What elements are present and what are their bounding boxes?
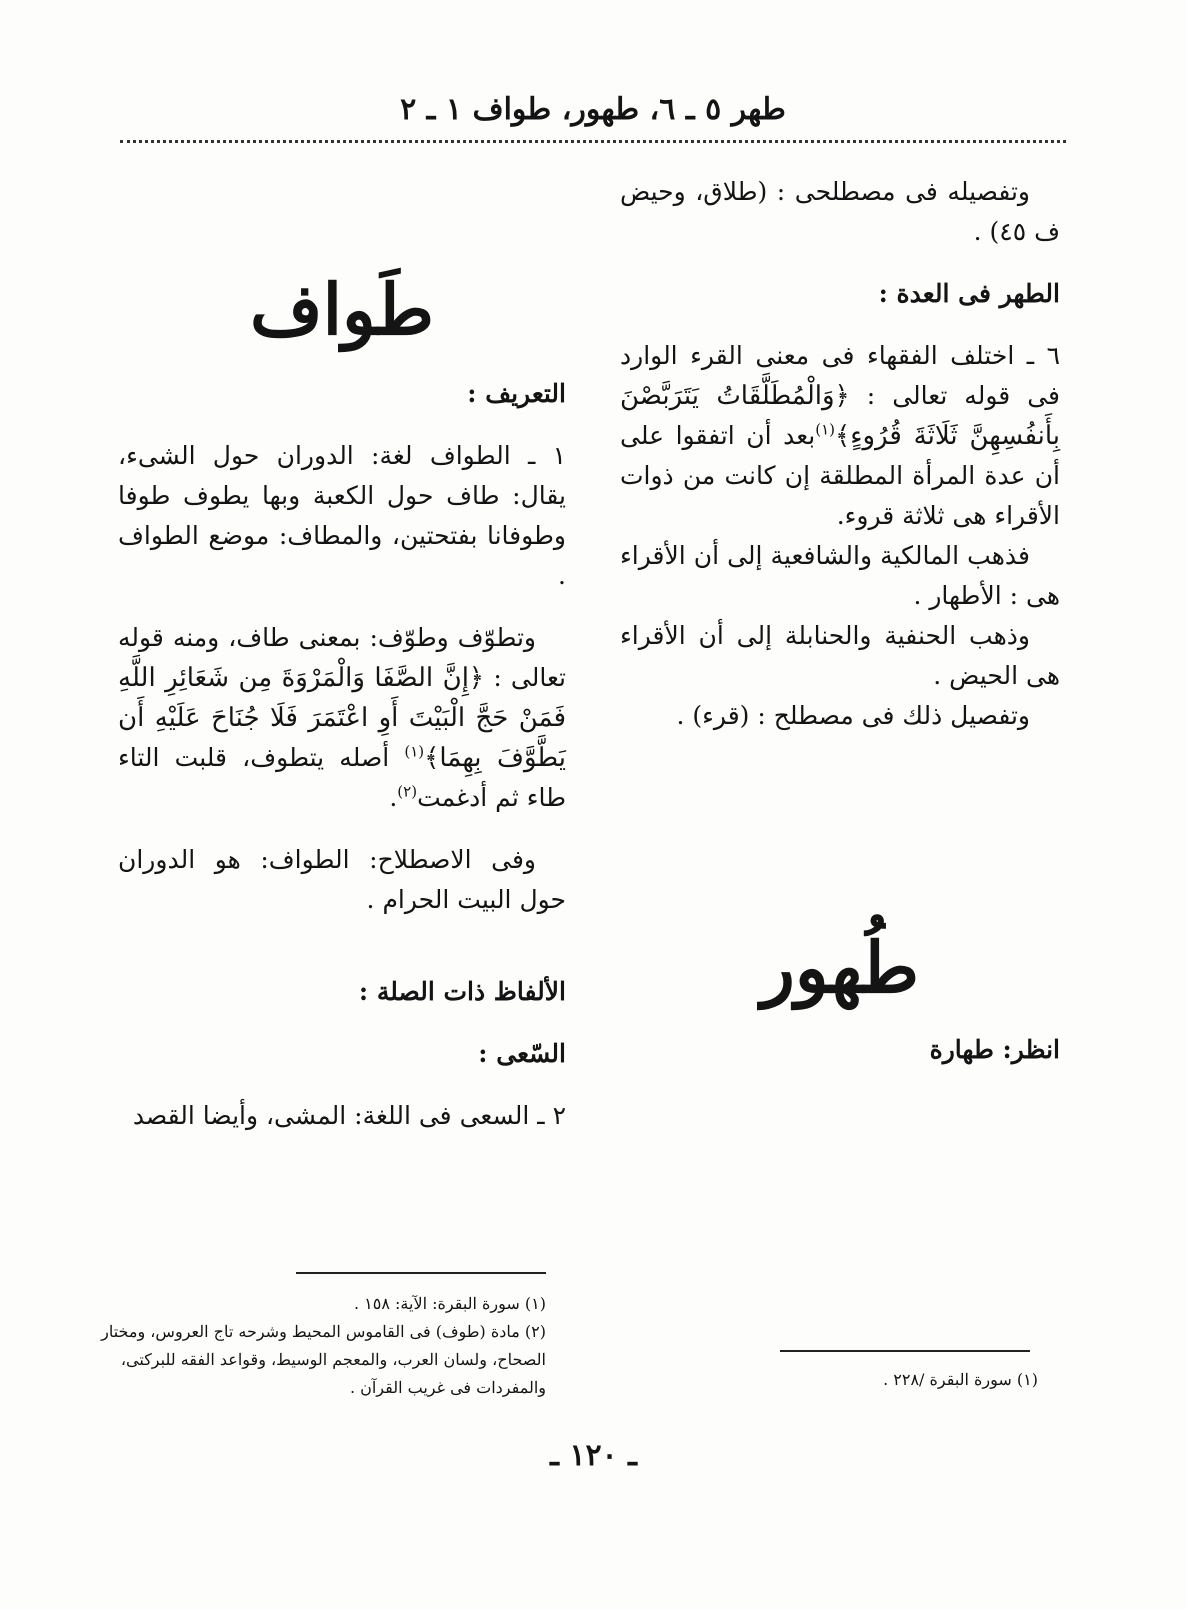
right-paragraph-2 [620, 336, 1060, 536]
right-paragraph-3: فذهب المالكية والشافعية إلى أن الأقراء هى : الأطهار . [620, 541, 1060, 610]
footnote-ref-1: (١) [404, 742, 425, 761]
p2-text-after: بعد أن اتفقوا على أن عدة المرأة المطلقة إن كانت من ذوات الأقراء هى ثلاثة قروء. [620, 421, 1060, 530]
right-paragraph-5: وتفصيل ذلك فى مصطلح : (قرء) . [676, 701, 1030, 730]
right-column [620, 172, 1060, 1070]
quran-verse: ﴿إِنَّ الصَّفَا وَالْمَرْوَةَ مِن شَعَائِرِ اللَّهِ فَمَنْ حَجَّ الْبَيْتَ أَوِ اعْتَمَرَ فَلَا جُنَاحَ عَلَيْهِ أَن يَطَّوَّفَ بِهِمَا﴾ [118, 663, 566, 773]
footnote-rule-right [780, 1350, 1030, 1352]
footnotes-right [780, 1366, 1038, 1394]
left-column [118, 172, 566, 1136]
footnote-ref-2: (٢) [397, 782, 418, 801]
running-header: طهر ٥ ـ ٦، طهور، طواف ١ ـ ٢ [400, 92, 786, 127]
heading-definition: التعريف : [467, 379, 566, 408]
p2-text-before: ٦ ـ اختلف الفقهاء فى معنى القرء الوارد فى قوله تعالى : [620, 341, 1060, 410]
footnote: (٢) مادة (طوف) فى القاموس المحيط وشرحه تاج العروس، ومختار الصحاح، ولسان العرب، والمعجم الوسيط، وقواعد الفقه للبركتى، والمفردات فى غريب القرآن . [101, 1322, 546, 1397]
heading-tuhr-idda: الطهر فى العدة : [878, 279, 1060, 308]
p2-text-before: وتطوّف وطوّف: بمعنى طاف، ومنه قوله تعالى : [118, 623, 566, 692]
footnote-ref: (١) [815, 420, 836, 439]
see-reference: انظر: طهارة [929, 1035, 1060, 1064]
entry-title-tawaf: طَواف [250, 268, 434, 351]
heading-related-terms: الألفاظ ذات الصلة : [358, 977, 566, 1006]
header-dotted-rule [120, 140, 1066, 143]
footnote: (١) سورة البقرة: الآية: ١٥٨ . [354, 1294, 546, 1313]
left-paragraph-2 [118, 618, 566, 818]
left-paragraph-1: ١ ـ الطواف لغة: الدوران حول الشىء، يقال: طاف حول الكعبة وبها يطوف طوفا وطوفانا بفتحتين، والمطاف: موضع الطواف . [118, 441, 566, 590]
heading-say: السّعى : [478, 1039, 566, 1068]
left-paragraph-4: ٢ ـ السعى فى اللغة: المشى، وأيضا القصد [132, 1101, 566, 1130]
p2-text-end: . [389, 783, 398, 812]
quran-verse: ﴿وَالْمُطَلَّقَاتُ يَتَرَبَّصْنَ بِأَنفُسِهِنَّ ثَلَاثَةَ قُرُوءٍ﴾ [620, 381, 1061, 451]
page-number: ـ ١٢٠ ـ [550, 1438, 637, 1473]
right-paragraph-4: وذهب الحنفية والحنابلة إلى أن الأقراء هى الحيض . [620, 621, 1060, 690]
right-paragraph-1: وتفصيله فى مصطلحى : (طلاق، وحيض ف ٤٥) . [620, 177, 1060, 246]
footnote-rule-left [296, 1272, 546, 1274]
footnotes-left [100, 1290, 546, 1402]
entry-title-tahur: طُهور [761, 926, 919, 1009]
left-paragraph-3: وفى الاصطلاح: الطواف: هو الدوران حول البيت الحرام . [118, 845, 566, 914]
footnote: (١) سورة البقرة /٢٢٨ . [883, 1370, 1038, 1389]
p2-text-mid: أصله يتطوف، قلبت التاء طاء ثم أدغمت [118, 743, 566, 812]
